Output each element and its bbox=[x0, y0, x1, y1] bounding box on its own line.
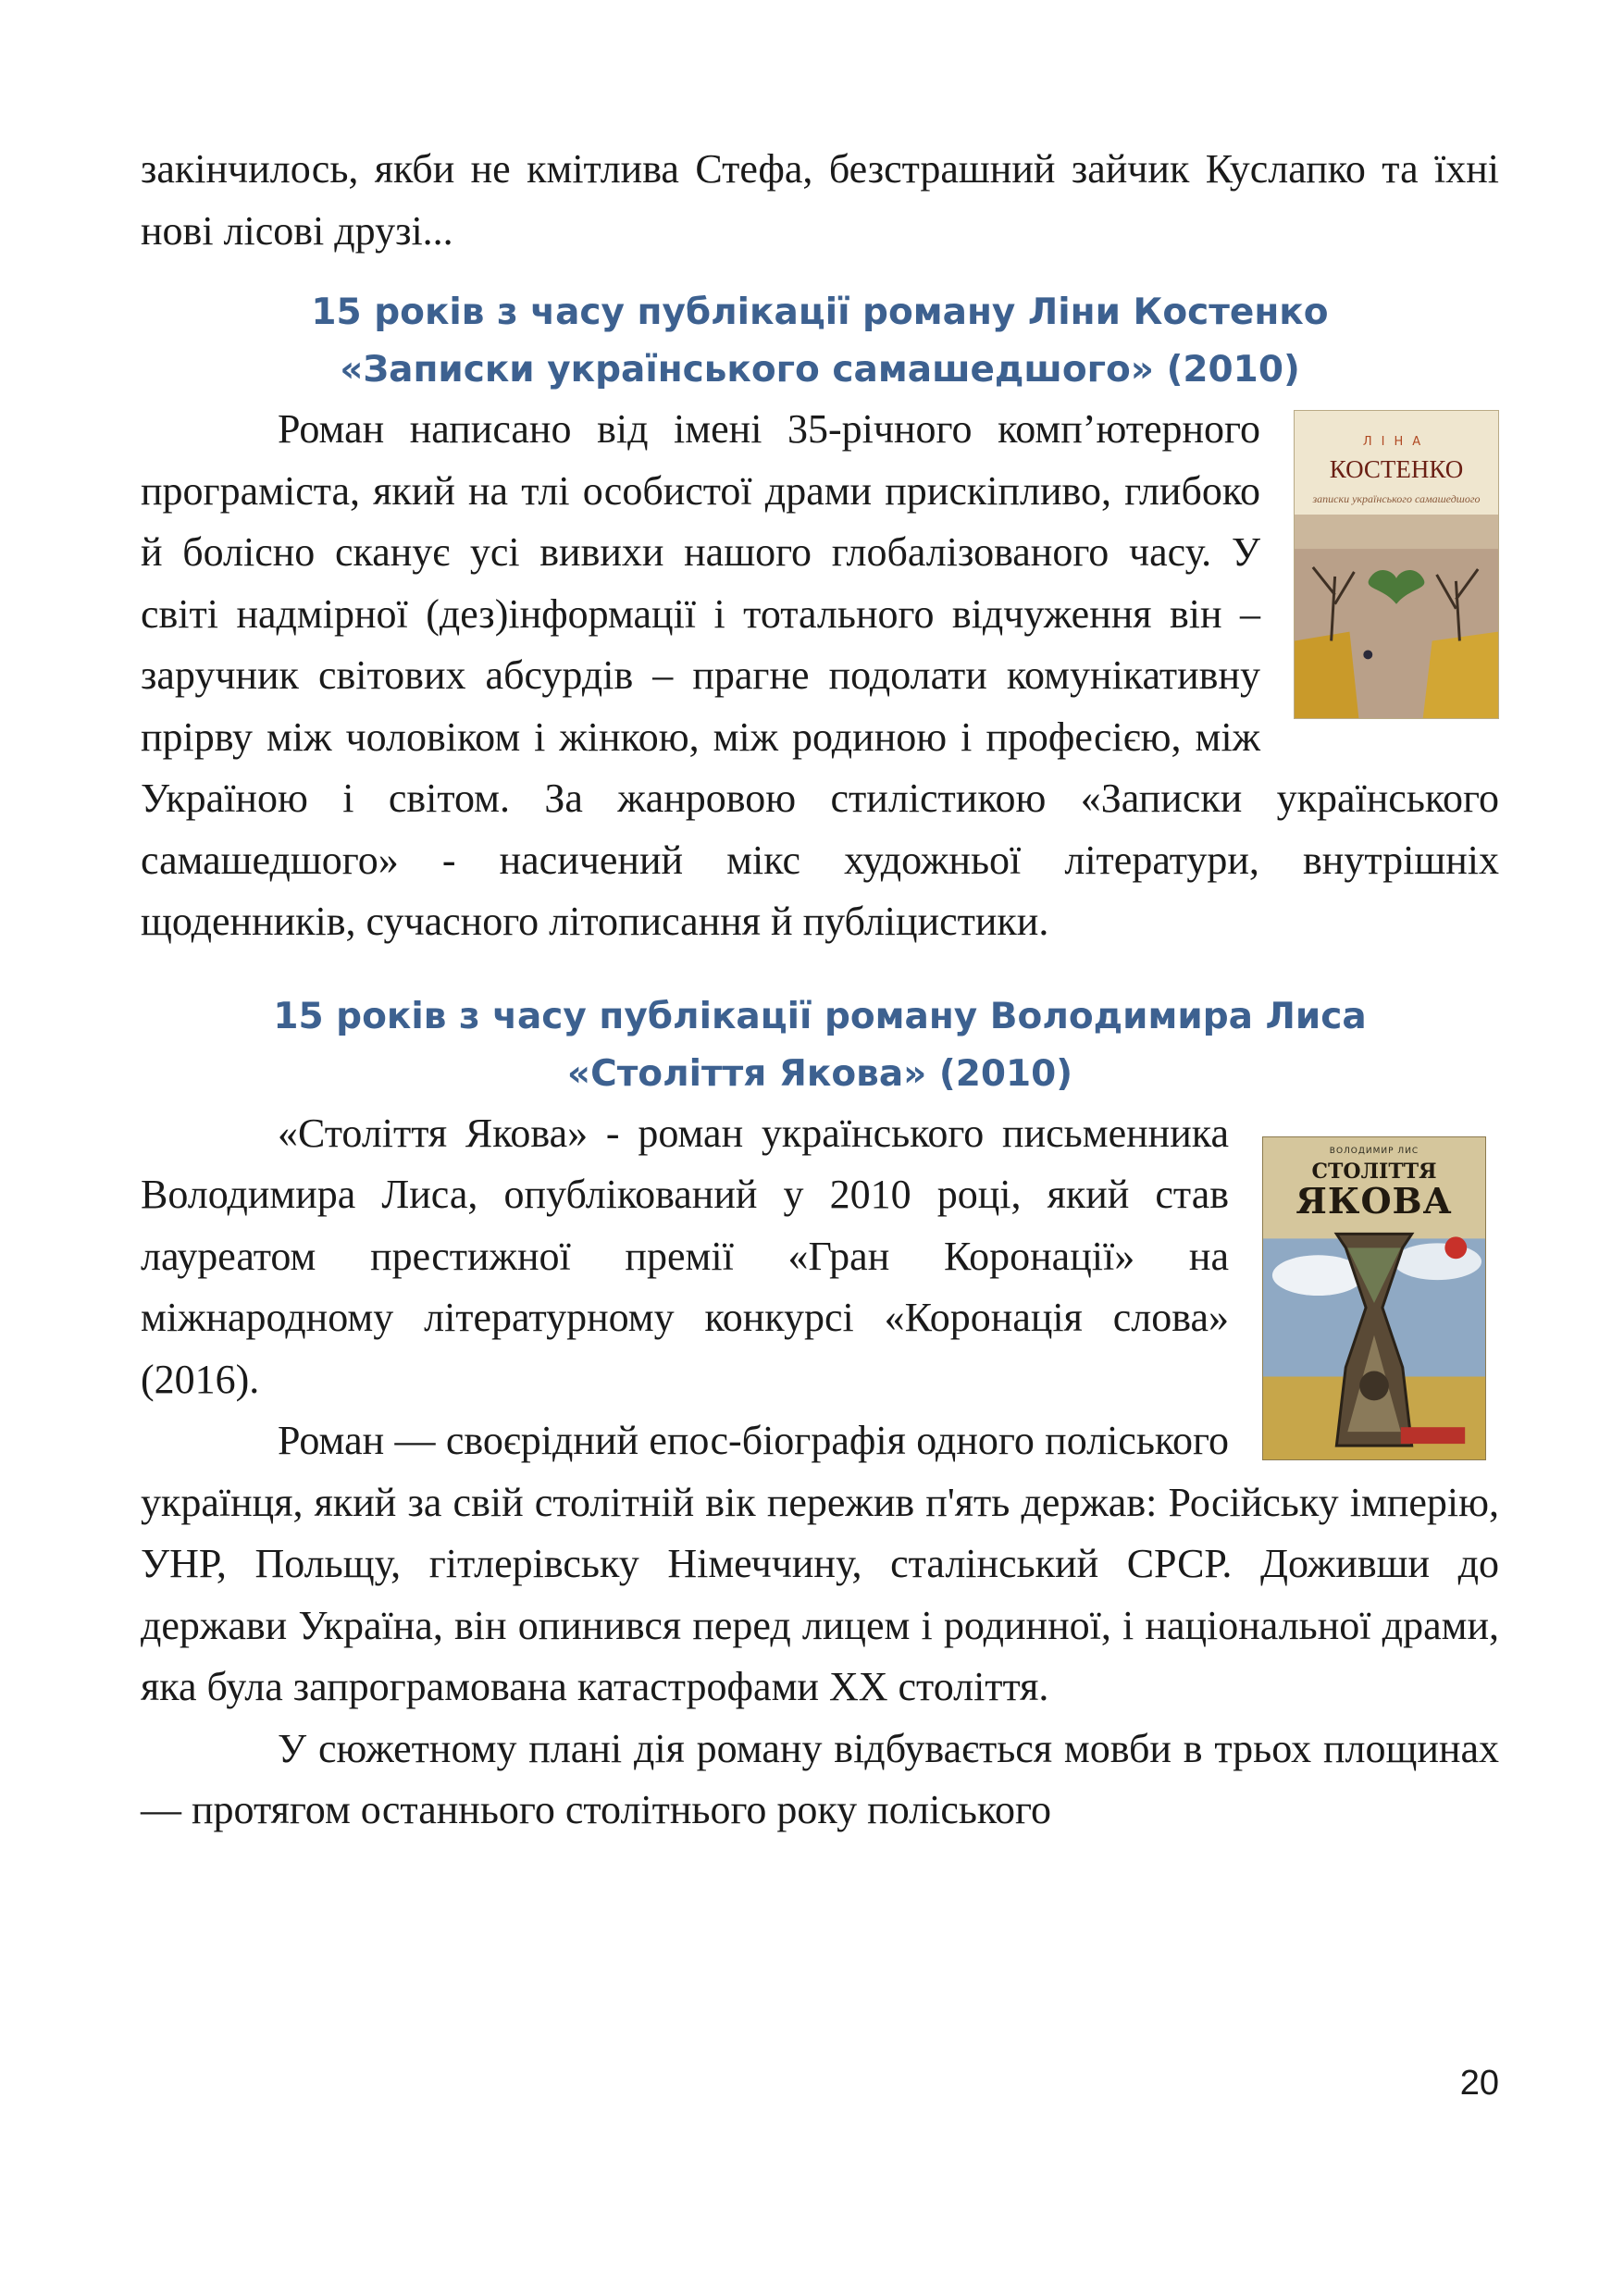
section1-heading bbox=[141, 284, 1499, 399]
section2-heading-line1: 15 років з часу публікації роману Володимира Лиса bbox=[273, 995, 1367, 1037]
cover-author: ВОЛОДИМИР ЛИС bbox=[1329, 1146, 1419, 1156]
cover-title-line1: СТОЛІТТЯ bbox=[1311, 1159, 1437, 1184]
intro-paragraph: закінчилось, якби не кмітлива Стефа, безстрашний зайчик Куслапко та їхні нові лісові друзі... bbox=[141, 146, 1499, 254]
section2-paragraph2: Роман — своєрідний епос-біографія одного поліського українця, який за свій столітній вік пережив п'ять держав: Російську імперію, УНР, Польщу, гітлерівську Німеччину, сталінський СРСР. Доживши до держави Україна, він опинився перед лицем і родинної, і національної драми, яка була запрограмована катастрофами XX століття. bbox=[141, 1418, 1499, 1709]
section2-heading-line2: «Століття Якова» (2010) bbox=[566, 1052, 1073, 1095]
cover-title: записки українського самашедшого bbox=[1312, 492, 1481, 505]
page-number: 20 bbox=[1459, 2064, 1499, 2103]
section1-paragraph: Роман написано від імені 35-річного комп’ютерного програміста, який на тлі особистої драми прискіпливо, глибоко й болісно сканує усі вивихи нашого глобалізованого часу. У світі надмірної (дез)інформації і тотального відчуження він – заручник світових абсурдів – прагне подолати комунікативну прірву між чоловіком і жінкою, між родиною і професією, між Україною і світом. За жанровою стилістикою «Записки українського самашедшого» - насичений мікс художньої літератури, внутрішніх щоденників, сучасного літописання й публіцистики. bbox=[141, 406, 1499, 944]
section2-heading bbox=[141, 988, 1499, 1103]
lys-book-cover bbox=[1262, 1136, 1486, 1460]
kostenko-book-cover bbox=[1294, 410, 1499, 719]
section1-heading-line1: 15 років з часу публікації роману Ліни Костенко bbox=[311, 292, 1329, 333]
cover-title-line2: ЯКОВА bbox=[1295, 1179, 1453, 1222]
cover-author-first: ЛІНА bbox=[1362, 435, 1431, 449]
document-page bbox=[141, 139, 1499, 1842]
section2-paragraph1: «Століття Якова» - роман українського письменника Володимира Лиса, опублікований у 2010 році, який став лауреатом престижної премії «Гран Коронації» на міжнародному літературному конкурсі «Коронація слова» (2016). bbox=[141, 1110, 1229, 1402]
section2-paragraph3: У сюжетному плані дія роману відбувається мовби в трьох площинах — протягом останнього столітнього року поліського bbox=[141, 1725, 1499, 1832]
cover-author-last: КОСТЕНКО bbox=[1329, 455, 1464, 483]
section1-heading-line2: «Записки українського самашедшого» (2010) bbox=[340, 349, 1300, 391]
